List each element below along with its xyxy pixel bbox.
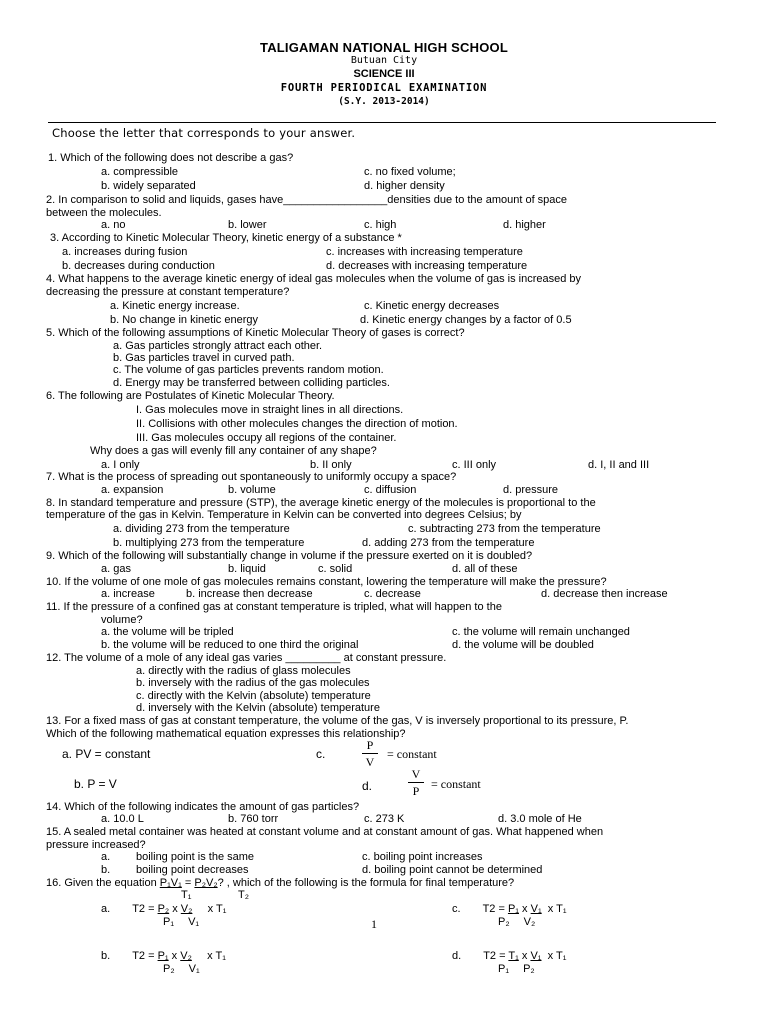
exam-text-line: b. No change in kinetic energy xyxy=(110,314,258,326)
exam-text-line: 15. A sealed metal container was heated at constant volume and at constant amount of gas. What happened when xyxy=(46,826,604,838)
exam-text-line: c. diffusion xyxy=(364,484,417,496)
numerator-1: T₁ xyxy=(508,950,519,962)
q16-eq-left: P₁V₁ xyxy=(159,877,182,889)
exam-text-line: b. the volume will be reduced to one third the original xyxy=(101,639,359,651)
formula-prefix: T2 = xyxy=(132,950,158,962)
q16-option-b xyxy=(101,950,226,976)
exam-text-line: 12. The volume of a mole of any ideal gas varies _________ at constant pressure. xyxy=(46,652,447,664)
exam-text-line: d. decreases with increasing temperature xyxy=(326,260,528,272)
formula-tail: x T₁ xyxy=(191,950,226,962)
exam-text-line: b. decreases during conduction xyxy=(62,260,215,272)
q16-stem-end: ? , which of the following is the formula for final temperature? xyxy=(217,877,515,889)
exam-text-line: d. 3.0 mole of He xyxy=(498,813,582,825)
numerator-1: P₂ xyxy=(157,903,170,915)
exam-text-line: a. I only xyxy=(101,459,140,471)
exam-text-line: a. expansion xyxy=(101,484,164,496)
numerator-2: V₁ xyxy=(530,950,542,962)
exam-text-line: c. The volume of gas particles prevents random motion. xyxy=(113,364,384,376)
exam-text-line: 11. If the pressure of a confined gas at constant temperature is tripled, what will happen to the xyxy=(46,601,502,613)
denominator-2: P₂ xyxy=(523,963,535,975)
q16-eq-equals: = xyxy=(181,877,195,889)
numerator-1: P₁ xyxy=(507,903,519,915)
formula-top-line xyxy=(452,903,567,916)
formula-denominator-line xyxy=(101,963,226,976)
numerator-2: V₂ xyxy=(180,950,192,962)
exam-text-line: b. multiplying 273 from the temperature xyxy=(113,537,305,549)
school-name: TALIGAMAN NATIONAL HIGH SCHOOL xyxy=(260,40,508,55)
times-sign: x xyxy=(169,903,181,915)
exam-text-line: c. III only xyxy=(452,459,497,471)
exam-text-line: b. xyxy=(101,864,111,876)
exam-text-line: b. increase then decrease xyxy=(186,588,313,600)
exam-text-line: 13. For a fixed mass of gas at constant temperature, the volume of the gas, V is inversely proportional to its pressure, P. xyxy=(46,715,629,727)
exam-text-line: temperature of the gas in Kelvin. Temperature in Kelvin can be converted into degrees Celsius; by xyxy=(46,509,522,521)
exam-text-line: d. the volume will be doubled xyxy=(452,639,594,651)
q13-option-d-rhs: = constant xyxy=(431,777,481,791)
exam-text-line: b. inversely with the radius of the gas molecules xyxy=(136,677,370,689)
exam-text-line: c. decrease xyxy=(364,588,421,600)
exam-title: FOURTH PERIODICAL EXAMINATION xyxy=(280,82,488,94)
exam-text-line: c. directly with the Kelvin (absolute) temperature xyxy=(136,690,371,702)
exam-text-line: 9. Which of the following will substantially change in volume if the pressure exerted on it is doubled? xyxy=(46,550,533,562)
exam-text-line: c. boiling point increases xyxy=(362,851,483,863)
exam-text-line: 10. If the volume of one mole of gas molecules remains constant, lowering the temperature will make the pressure? xyxy=(46,576,607,588)
fraction-bar xyxy=(362,753,378,754)
exam-text-line: a. increases during fusion xyxy=(62,246,188,258)
exam-text-line: 8. In standard temperature and pressure (STP), the average kinetic energy of the molecules is proportional to the xyxy=(46,497,596,509)
q13-option-c-rhs: = constant xyxy=(387,747,437,761)
option-label: d. xyxy=(452,950,462,962)
q13-option-a: a. PV = constant xyxy=(62,747,151,761)
exam-text-line: 14. Which of the following indicates the amount of gas particles? xyxy=(46,801,360,813)
exam-text-line: b. II only xyxy=(310,459,352,471)
exam-text-line: b. 760 torr xyxy=(228,813,279,825)
exam-text-line: 5. Which of the following assumptions of Kinetic Molecular Theory of gases is correct? xyxy=(46,327,465,339)
fraction-numerator: V xyxy=(411,767,421,781)
exam-text-line: b. Gas particles travel in curved path. xyxy=(113,352,295,364)
formula-tail: x T₁ xyxy=(541,903,567,915)
exam-text-line: 7. What is the process of spreading out spontaneously to uniformly occupy a space? xyxy=(46,471,457,483)
q16-option-c xyxy=(452,903,567,929)
formula-top-line xyxy=(101,903,226,916)
instruction: Choose the letter that corresponds to your answer. xyxy=(52,126,356,140)
exam-text-line: c. increases with increasing temperature xyxy=(326,246,523,258)
exam-text-line: d. adding 273 from the temperature xyxy=(362,537,535,549)
exam-text-line: c. 273 K xyxy=(364,813,405,825)
denominator-2: V₁ xyxy=(188,916,200,928)
exam-text-line: d. boiling point cannot be determined xyxy=(362,864,543,876)
formula-top-line xyxy=(101,950,226,963)
formula-tail: x T₁ xyxy=(192,903,227,915)
exam-text-line: a. xyxy=(101,851,111,863)
exam-text-line: 6. The following are Postulates of Kinetic Molecular Theory. xyxy=(46,390,335,402)
exam-text-line: Why does a gas will evenly fill any container of any shape? xyxy=(90,445,377,457)
q13-option-b: b. P = V xyxy=(74,777,117,791)
exam-text-line: a. 10.0 L xyxy=(101,813,144,825)
exam-text-line: a. no xyxy=(101,219,126,231)
numerator-2: V₂ xyxy=(180,903,193,915)
exam-text-line: d. inversely with the Kelvin (absolute) temperature xyxy=(136,702,380,714)
q16-t2: T₂ xyxy=(238,889,249,901)
exam-text-line: b. widely separated xyxy=(101,180,196,192)
page-number: 1 xyxy=(371,917,377,931)
exam-text-line: I. Gas molecules move in straight lines in all directions. xyxy=(136,404,404,416)
q13-option-c-label: c. xyxy=(316,747,326,761)
denominator-1: P₁ xyxy=(163,916,175,928)
city: Butuan City xyxy=(350,55,418,66)
formula-top-line xyxy=(452,950,566,963)
exam-text-line: a. dividing 273 from the temperature xyxy=(113,523,290,535)
exam-text-line: c. the volume will remain unchanged xyxy=(452,626,630,638)
q13-option-d-label: d. xyxy=(362,779,373,793)
option-label: b. xyxy=(101,950,111,962)
exam-text-line: boiling point decreases xyxy=(136,864,249,876)
formula-prefix: T2 = xyxy=(482,903,508,915)
q16-option-a xyxy=(101,903,226,929)
formula-denominator-line xyxy=(452,963,566,976)
denominator-1: P₂ xyxy=(163,963,175,975)
numerator-2: V₁ xyxy=(530,903,542,915)
exam-text-line: c. subtracting 273 from the temperature xyxy=(408,523,601,535)
denominator-1: P₁ xyxy=(498,963,510,975)
formula-denominator-line xyxy=(101,916,226,929)
exam-text-line: boiling point is the same xyxy=(136,851,255,863)
times-sign: x xyxy=(518,950,531,962)
exam-text-line: d. Energy may be transferred between colliding particles. xyxy=(113,377,390,389)
times-sign: x xyxy=(519,903,531,915)
q13-option-c-fraction xyxy=(362,738,378,769)
exam-text-line: d. higher xyxy=(503,219,546,231)
exam-text-line: b. lower xyxy=(228,219,267,231)
q16-eq-right: P₂V₂ xyxy=(194,877,218,889)
q13-option-d-fraction xyxy=(408,767,424,798)
denominator-2: V₂ xyxy=(523,916,536,928)
fraction-denominator: V xyxy=(365,755,375,769)
fraction-bar xyxy=(408,782,424,783)
denominator-2: V₁ xyxy=(188,963,200,975)
exam-text-line: d. all of these xyxy=(452,563,518,575)
exam-text-line: d. pressure xyxy=(503,484,559,496)
q16-stem-start: 16. Given the equation xyxy=(46,877,160,889)
subject: SCIENCE III xyxy=(353,68,415,80)
exam-text-line: II. Collisions with other molecules changes the direction of motion. xyxy=(136,418,458,430)
formula-denominator-line xyxy=(452,916,567,929)
exam-text-line: III. Gas molecules occupy all regions of the container. xyxy=(136,432,397,444)
exam-text-line: a. the volume will be tripled xyxy=(101,626,234,638)
exam-text-line: c. high xyxy=(364,219,397,231)
exam-text-line: decreasing the pressure at constant temperature? xyxy=(46,286,290,298)
exam-text-line: a. Kinetic energy increase. xyxy=(110,300,240,312)
formula-prefix: T2 = xyxy=(132,903,158,915)
option-label: c. xyxy=(452,903,461,915)
exam-text-line: pressure increased? xyxy=(46,839,146,851)
q16-t1: T₁ xyxy=(181,889,192,901)
exam-text-line: Which of the following mathematical equation expresses this relationship? xyxy=(46,728,406,740)
exam-text-line: 2. In comparison to solid and liquids, gases have_________________densities due to the amount of space xyxy=(46,194,568,206)
denominator-1: P₂ xyxy=(498,916,510,928)
times-sign: x xyxy=(168,950,181,962)
exam-text-line: a. directly with the radius of glass molecules xyxy=(136,665,351,677)
exam-text-line: d. higher density xyxy=(364,180,445,192)
numerator-1: P₁ xyxy=(157,950,169,962)
option-label: a. xyxy=(101,903,111,915)
header-divider xyxy=(48,122,716,123)
exam-text-line: d. Kinetic energy changes by a factor of 0.5 xyxy=(360,314,572,326)
exam-text-line: a. Gas particles strongly attract each other. xyxy=(113,340,323,352)
exam-text-line: b. liquid xyxy=(228,563,266,575)
exam-text-line: 3. According to Kinetic Molecular Theory, kinetic energy of a substance * xyxy=(50,232,402,244)
fraction-denominator: P xyxy=(412,784,420,798)
exam-text-line: volume? xyxy=(101,614,143,626)
exam-text-line: between the molecules. xyxy=(46,207,162,219)
school-year: (S.Y. 2013-2014) xyxy=(338,96,430,107)
formula-tail: x T₁ xyxy=(541,950,567,962)
exam-text-line: 1. Which of the following does not describe a gas? xyxy=(48,152,294,164)
exam-text-line: c. Kinetic energy decreases xyxy=(364,300,500,312)
exam-text-line: d. decrease then increase xyxy=(541,588,668,600)
q16-option-d xyxy=(452,950,566,976)
exam-text-line: a. gas xyxy=(101,563,131,575)
fraction-numerator: P xyxy=(366,738,374,752)
exam-text-line: c. solid xyxy=(318,563,353,575)
exam-text-line: a. compressible xyxy=(101,166,179,178)
q16-stem xyxy=(46,877,514,890)
exam-text-line: 4. What happens to the average kinetic energy of ideal gas molecules when the volume of gas is increased by xyxy=(46,273,582,285)
exam-text-line: a. increase xyxy=(101,588,155,600)
formula-prefix: T2 = xyxy=(483,950,509,962)
exam-text-line: b. volume xyxy=(228,484,276,496)
exam-text-line: d. I, II and III xyxy=(588,459,650,471)
exam-text-line: c. no fixed volume; xyxy=(364,166,456,178)
